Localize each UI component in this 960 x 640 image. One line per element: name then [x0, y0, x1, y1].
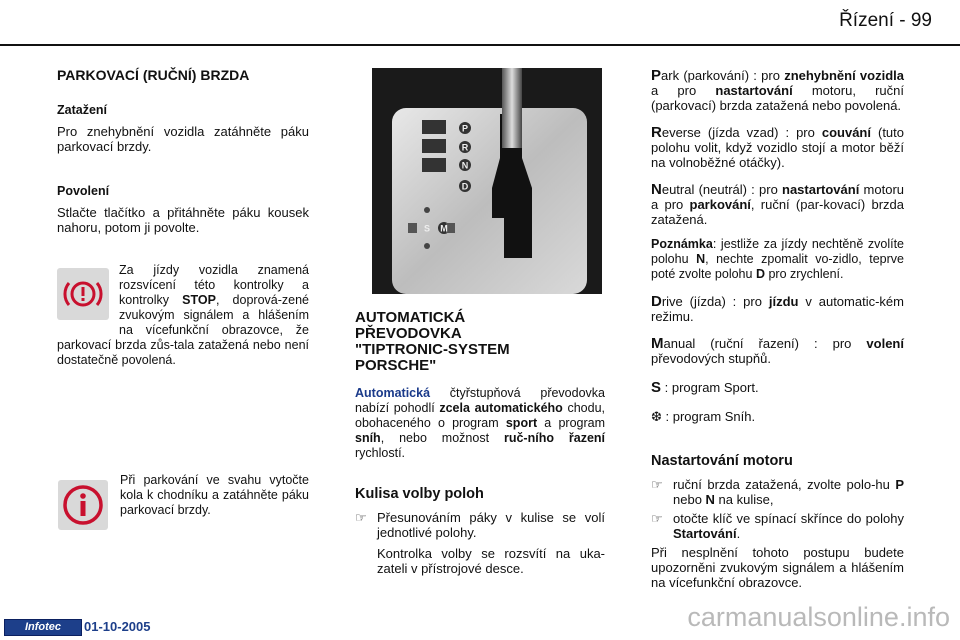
- item-note: Poznámka: jestliže za jízdy nechtěně zvolíte polohu N, nechte zpomalit vo-zidlo, teprve poté zvolte polohu D pro zrychlení.: [651, 237, 904, 281]
- bullet-start-1: ☞ ruční brzda zatažená, zvolte polo-hu P nebo N na kulise,: [651, 477, 904, 507]
- gear-label-p: P: [461, 123, 469, 134]
- item-manual: Manual (ruční řazení) : pro volení převodových stupňů.: [651, 335, 904, 366]
- infotec-logo: Infotec: [4, 619, 82, 636]
- subheading-povoleni: Povolení: [57, 184, 110, 198]
- info-icon: [58, 480, 108, 530]
- snowflake-icon: ❆: [651, 409, 662, 424]
- paragraph-warning: Za jízdy vozidla znamená rozsvícení této kontrolky a kontrolky STOP, doprová-zené zvukovým signálem a hlášením na vícefunkční obrazovce, že parkovací brzda zůs-tala zatažená nebo není dostatečně povolená.: [57, 263, 309, 367]
- page-title: Řízení - 99: [839, 10, 932, 31]
- subheading-nastartovani: Nastartování motoru: [651, 453, 793, 469]
- gear-selector-photo: [372, 68, 602, 294]
- subheading-kulisa: Kulisa volby poloh: [355, 486, 484, 502]
- item-sport: S : program Sport.: [651, 379, 759, 396]
- bullet-kulisa: ☞ Přesunováním páky v kulise se volí jednotlivé polohy.: [355, 510, 605, 540]
- item-snow: ❆ : program Sníh.: [651, 409, 756, 424]
- heading-line-2: PŘEVODOVKA: [355, 325, 462, 342]
- bullet-start-2: ☞ otočte klíč ve spínací skřínce do polohy Startování.: [651, 511, 904, 541]
- left-column: [57, 68, 309, 235]
- gear-label-d: D: [461, 181, 469, 192]
- middle-column: [355, 310, 605, 576]
- section-heading: PARKOVACÍ (RUČNÍ) BRZDA: [57, 67, 250, 83]
- hand-pointer-icon: ☞: [355, 510, 367, 525]
- paragraph-kulisa: Kontrolka volby se rozsvítí na uka-zateli v přístrojové desce.: [377, 546, 605, 576]
- paragraph-povoleni: Stlačte tlačítko a přitáhněte páku kousek nahoru, potom ji povolte.: [57, 205, 309, 235]
- item-neutral: Neutral (neutrál) : pro nastartování motoru a pro parkování, ruční (par-kovací) brzda zatažená.: [651, 181, 905, 227]
- right-column: [651, 68, 904, 590]
- hand-pointer-icon: ☞: [651, 477, 663, 492]
- heading-line-3: "TIPTRONIC-SYSTEM: [355, 341, 510, 358]
- item-drive: Drive (jízda) : pro jízdu v automatic-kém režimu.: [651, 293, 904, 324]
- paragraph-start: Při nesplnění tohoto postupu budete upozorněni zvukovým signálem a hlášením na vícefunkční obrazovce.: [651, 545, 904, 590]
- subheading-zatazeni: Zatažení: [57, 103, 108, 117]
- heading-line-4: PORSCHE": [355, 357, 437, 374]
- gear-label-r: R: [461, 142, 469, 153]
- header-rule: [0, 44, 960, 46]
- paragraph-info: Při parkování ve svahu vytočte kola k chodníku a zatáhněte páku parkovací brzdy.: [120, 473, 309, 517]
- gear-label-m: M: [440, 223, 448, 234]
- gear-label-n: N: [461, 160, 469, 171]
- item-reverse: Reverse (jízda vzad) : pro couvání (tuto polohu volit, když vozidlo stojí a motor běží na volnoběžné otáčky).: [651, 124, 904, 170]
- paragraph-intro: Automatická čtyřstupňová převodovka nabízí pohodlí zcela automatického chodu, obohaceného o program sport a program sníh, nebo možnost ruč-ního řazení rychlostí.: [355, 386, 605, 460]
- watermark: carmanualsonline.info: [687, 602, 950, 632]
- heading-line-1: AUTOMATICKÁ: [355, 309, 466, 326]
- item-park: Park (parkování) : pro znehybnění vozidla a pro nastartování motoru, ruční (parkovací) brzda zatažená nebo povolená.: [651, 67, 905, 113]
- gear-label-s: S: [423, 223, 431, 234]
- paragraph-zatazeni: Pro znehybnění vozidla zatáhněte páku parkovací brzdy.: [57, 124, 309, 154]
- footer-date: 01-10-2005: [84, 619, 151, 634]
- hand-pointer-icon: ☞: [651, 511, 663, 526]
